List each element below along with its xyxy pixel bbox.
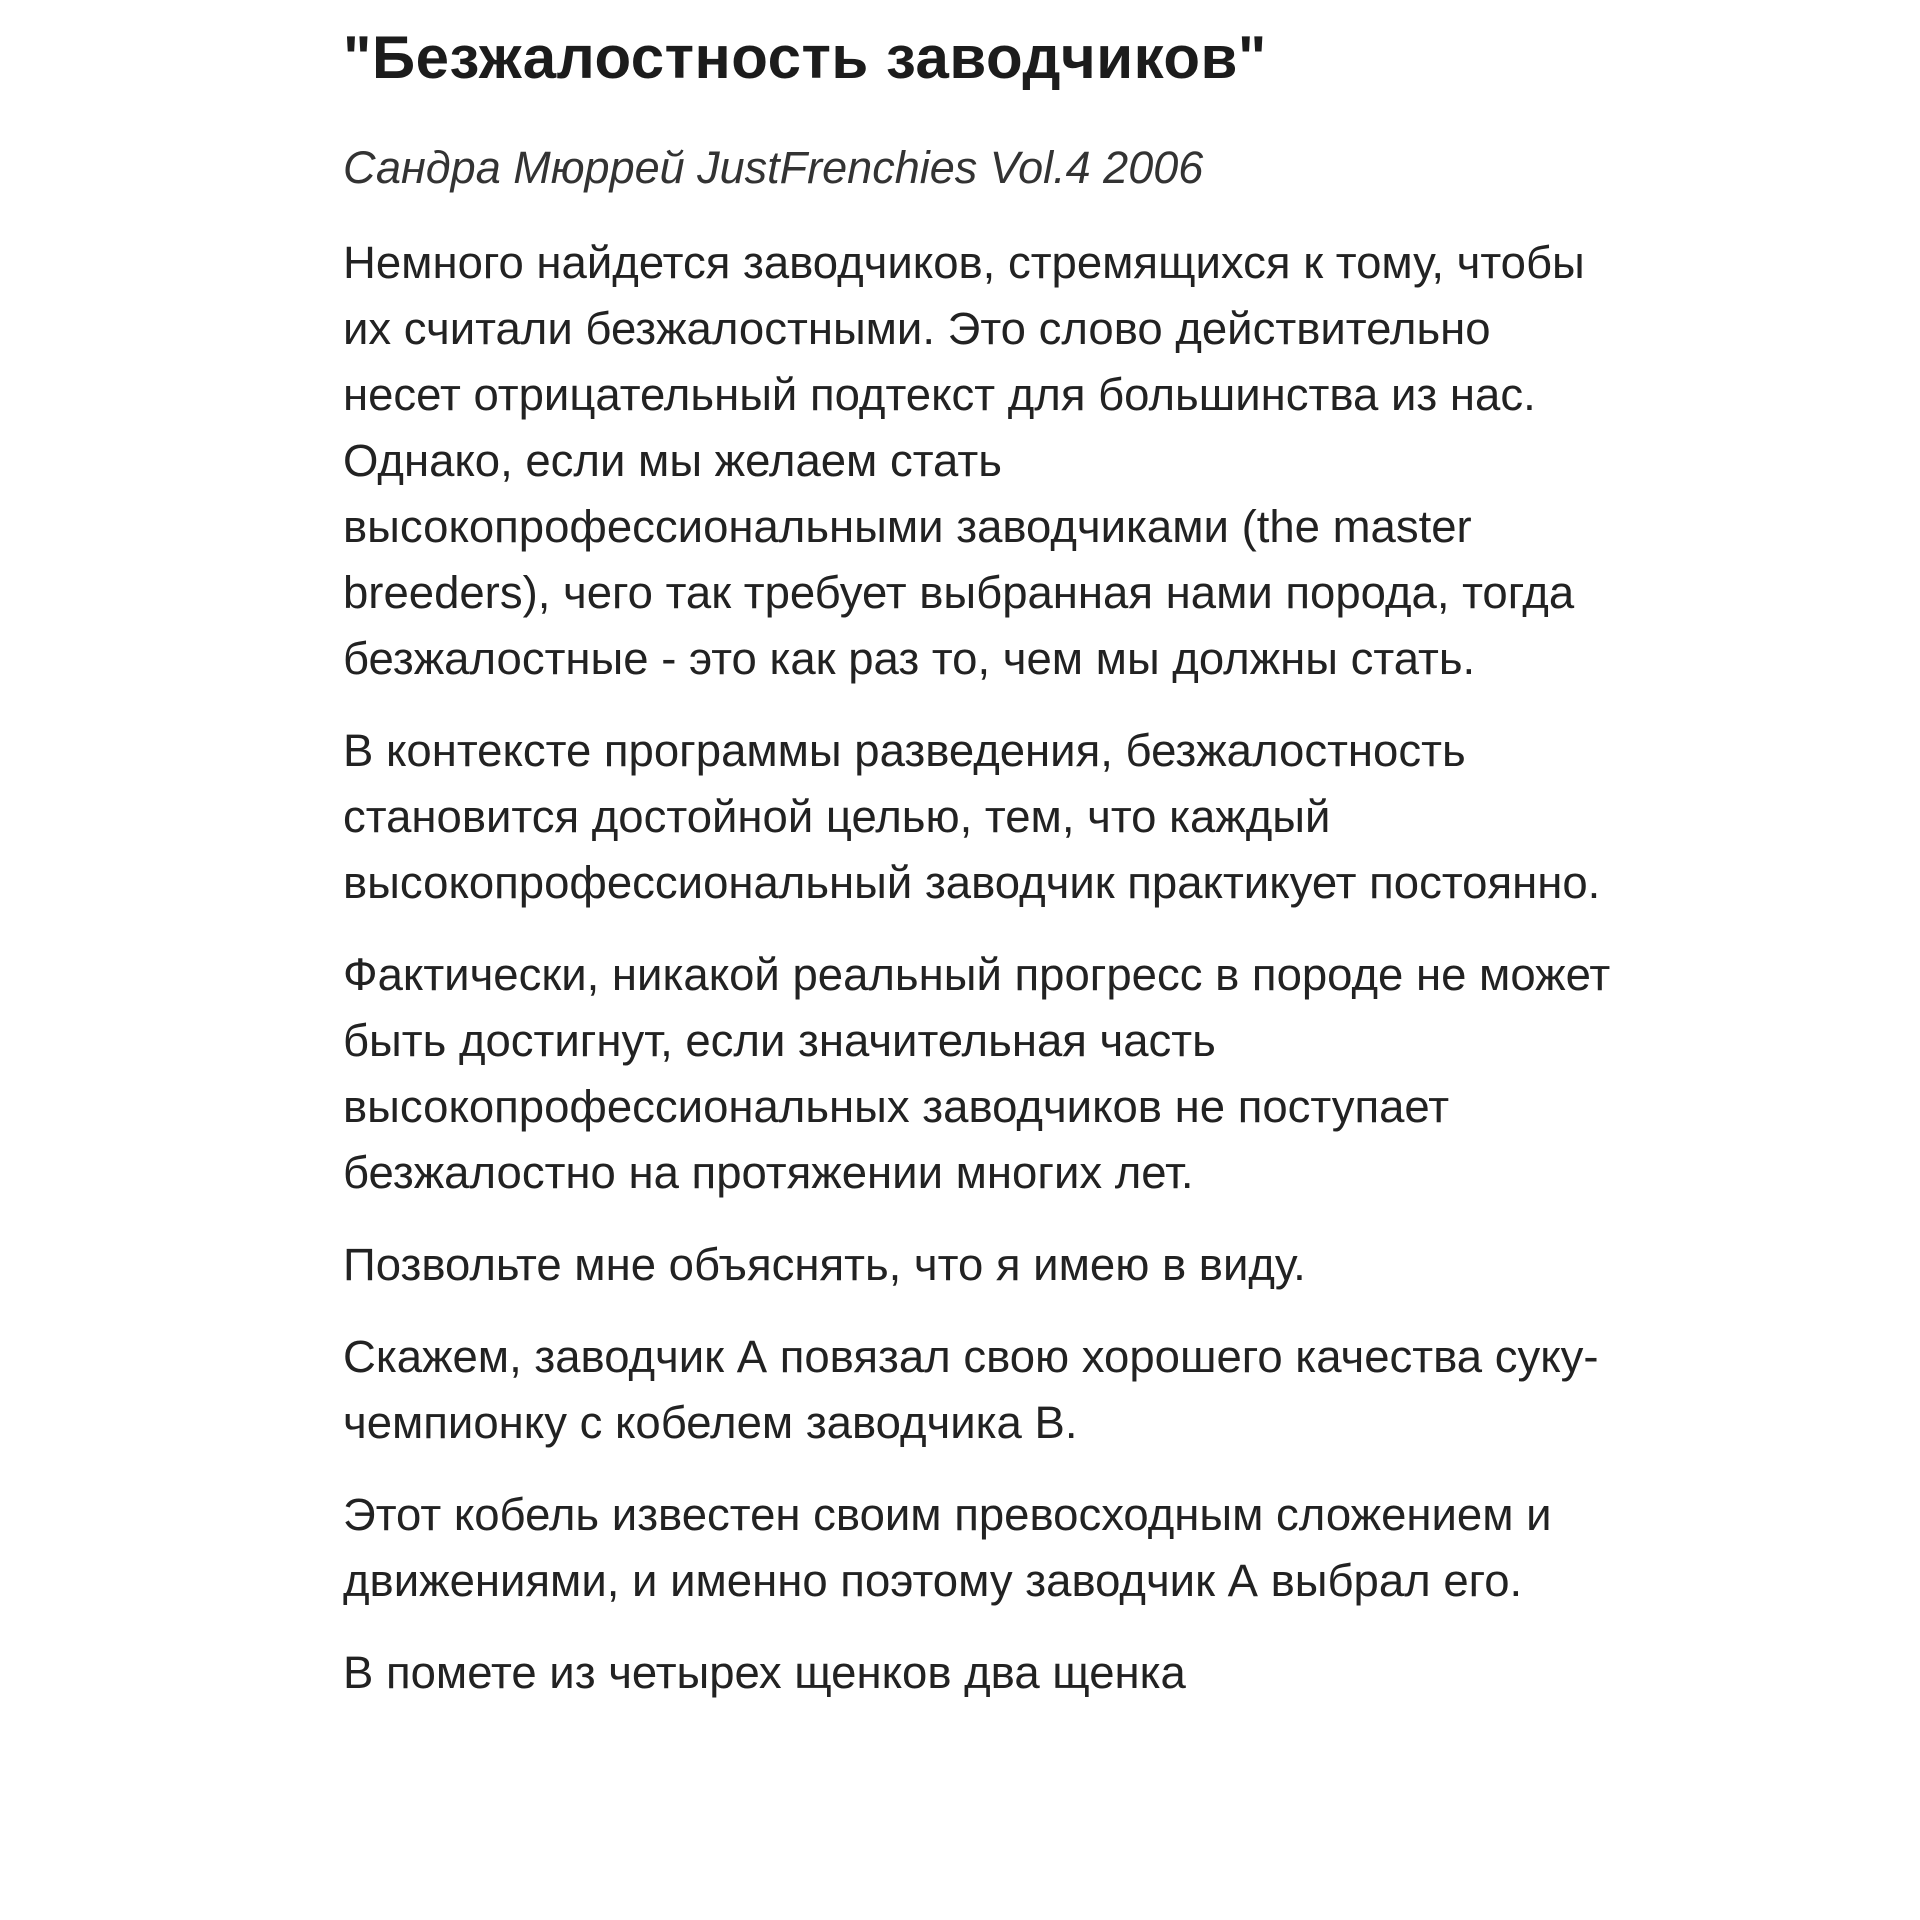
article-paragraph: Позвольте мне объяснять, что я имею в виду. — [343, 1239, 1306, 1290]
article-byline: Сандра Мюррей JustFrenchies Vol.4 2006 — [343, 142, 1204, 193]
article-paragraph: Скажем, заводчик А повязал свою хорошего качества суку-чемпионку с кобелем заводчика В. — [343, 1331, 1599, 1448]
article-paragraph: В контексте программы разведения, безжалостность становится достойной целью, тем, что каждый высокопрофессиональный заводчик практикует постоянно. — [343, 725, 1601, 908]
article-title: "Безжалостность заводчиков" — [343, 24, 1267, 91]
article-paragraph: Фактически, никакой реальный прогресс в породе не может быть достигнут, если значительная часть высокопрофессиональных заводчиков не поступает безжалостно на протяжении многих лет. — [343, 949, 1611, 1198]
article-paragraph: В помете из четырех щенков два щенка — [343, 1647, 1186, 1698]
article-paragraph: Немного найдется заводчиков, стремящихся к тому, чтобы их считали безжалостными. Это слово действительно несет отрицательный подтекст для большинства из нас. Однако, если мы желаем стать высокопрофессиональными заводчиками (the master breeders), чего так требует выбранная нами порода, тогда безжалостные - это как раз то, чем мы должны стать. — [343, 237, 1585, 684]
article — [343, 22, 1613, 1706]
article-paragraph: Этот кобель известен своим превосходным сложением и движениями, и именно поэтому заводчик А выбрал его. — [343, 1489, 1552, 1606]
